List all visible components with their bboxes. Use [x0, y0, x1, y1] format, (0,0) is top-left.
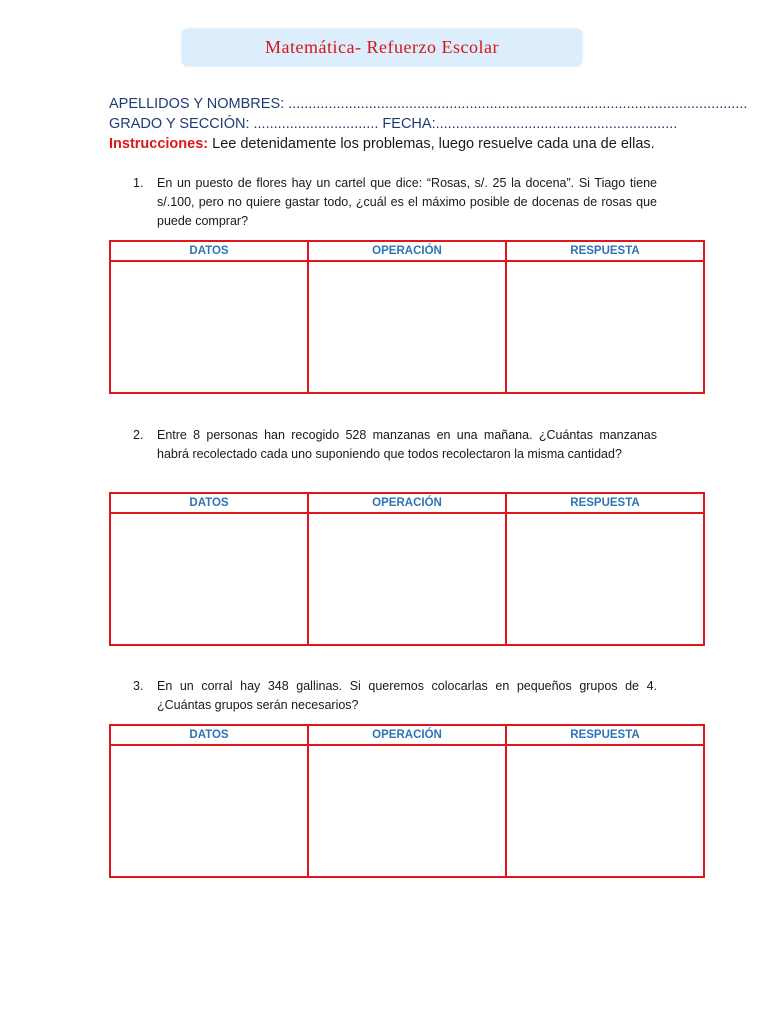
column-header-datos: DATOS — [110, 725, 308, 745]
problem-text: En un puesto de flores hay un cartel que dice: “Rosas, s/. 25 la docena”. Si Tiago tiene s/.100, pero no quiere gastar todo, ¿cuál es el máximo posible de docenas de rosas que puede comprar? — [157, 176, 657, 228]
problem-number: 3. — [133, 679, 144, 693]
problem-number: 2. — [133, 428, 144, 442]
answer-cell-respuesta[interactable] — [506, 513, 704, 645]
column-header-operacion: OPERACIÓN — [308, 493, 506, 513]
problem-1 — [133, 174, 657, 231]
grade-blank: ............................... — [249, 116, 379, 132]
title-banner — [182, 29, 582, 66]
answer-cell-operacion[interactable] — [308, 745, 506, 877]
names-label: APELLIDOS Y NOMBRES: — [109, 96, 285, 112]
grade-label: GRADO Y SECCIÓN: — [109, 116, 250, 132]
answer-cell-datos[interactable] — [110, 745, 308, 877]
instructions-text: Lee detenidamente los problemas, luego resuelve cada una de ellas. — [212, 136, 655, 152]
problem-3 — [133, 677, 657, 715]
problem-text: Entre 8 personas han recogido 528 manzanas en una mañana. ¿Cuántas manzanas habrá recolectado cada uno suponiendo que todos recolectaron la misma cantidad? — [157, 428, 657, 461]
answer-table-1 — [109, 240, 705, 394]
answer-cell-operacion[interactable] — [308, 261, 506, 393]
answer-cell-respuesta[interactable] — [506, 745, 704, 877]
instructions — [109, 134, 657, 154]
column-header-operacion: OPERACIÓN — [308, 725, 506, 745]
problem-number: 1. — [133, 176, 144, 190]
column-header-datos: DATOS — [110, 493, 308, 513]
answer-cell-respuesta[interactable] — [506, 261, 704, 393]
answer-cell-datos[interactable] — [110, 513, 308, 645]
column-header-respuesta: RESPUESTA — [506, 241, 704, 261]
problem-2 — [133, 426, 657, 464]
names-blank: .................................................................................................................. — [284, 96, 748, 112]
page-title: Matemática- Refuerzo Escolar — [265, 37, 499, 57]
names-field — [109, 96, 747, 112]
grade-date-field — [109, 116, 677, 132]
column-header-operacion: OPERACIÓN — [308, 241, 506, 261]
answer-cell-operacion[interactable] — [308, 513, 506, 645]
answer-cell-datos[interactable] — [110, 261, 308, 393]
column-header-datos: DATOS — [110, 241, 308, 261]
date-label: FECHA: — [382, 116, 436, 132]
date-blank: ............................................................ — [435, 116, 678, 132]
problem-text: En un corral hay 348 gallinas. Si queremos colocarlas en pequeños grupos de 4. ¿Cuántas grupos serán necesarios? — [157, 679, 657, 712]
answer-table-3 — [109, 724, 705, 878]
instructions-label: Instrucciones: — [109, 136, 209, 152]
answer-table-2 — [109, 492, 705, 646]
column-header-respuesta: RESPUESTA — [506, 725, 704, 745]
column-header-respuesta: RESPUESTA — [506, 493, 704, 513]
